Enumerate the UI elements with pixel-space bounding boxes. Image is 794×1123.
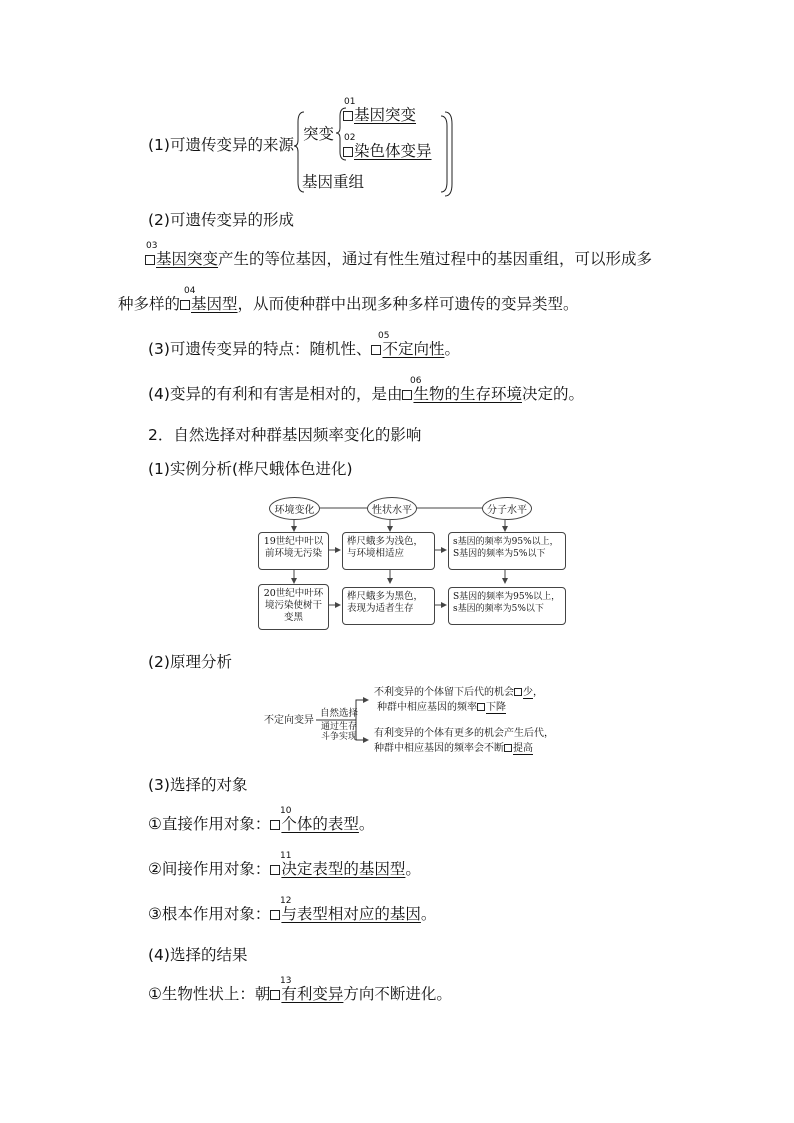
principle-top-line-1: 不利变异的个体留下后代的机会 少， (374, 687, 543, 698)
trait-row-2: 桦尺蛾多为黑色，表现为适者生存 (342, 587, 435, 625)
header-environment: 环境变化 (269, 497, 320, 520)
blank-number-10: 10 (280, 806, 292, 816)
formation-line-1: 基因突变产生的等位基因，通过有性生殖过程中的基因重组，可以形成多 (145, 249, 652, 269)
blank-number-12: 12 (280, 896, 292, 906)
blank-number-05: 05 (378, 331, 390, 341)
blank-box-icon (270, 910, 280, 920)
relative-line: (4)变异的有利和有害是相对的，是由 生物的生存环境决定的。 (148, 385, 584, 403)
blank-number-04: 04 (184, 286, 196, 296)
principle-bottom-line-1: 有利变异的个体有更多的机会产生后代， (374, 728, 554, 739)
blank-number-01: 01 (344, 97, 356, 107)
answer-01: 基因突变 (343, 105, 416, 125)
principle-bottom-line-2: 种群中相应基因的频率会不断 提高 (374, 743, 533, 754)
characteristics-line: (3)可遗传变异的特点：随机性、 不定向性。 (148, 340, 460, 358)
result-trait-line: ①生物性状上：朝 有利变异方向不断进化。 (148, 985, 452, 1003)
selection-result-label: (4)选择的结果 (148, 946, 248, 964)
blank-box-icon (270, 820, 280, 830)
section-2-title: 2．自然选择对种群基因频率变化的影响 (148, 426, 422, 444)
blank-box-icon (477, 703, 485, 711)
sources-label: (1)可遗传变异的来源 (148, 136, 294, 154)
molecular-row-2: S基因的频率为95%以上，s基因的频率为5%以下 (448, 587, 566, 625)
mutation-label: 突变 (303, 125, 335, 143)
molecular-row-1: s基因的频率为95%以上，S基因的频率为5%以下 (448, 532, 566, 570)
indirect-object-line: ②间接作用对象： 决定表型的基因型。 (148, 860, 421, 878)
trait-row-1: 桦尺蛾多为浅色，与环境相适应 (342, 532, 435, 570)
answer-02: 染色体变异 (343, 141, 432, 161)
blank-number-03: 03 (146, 241, 158, 251)
header-trait-level: 性状水平 (367, 497, 417, 520)
example-label: (1)实例分析(桦尺蛾体色进化) (148, 460, 353, 478)
fundamental-object-line: ③根本作用对象： 与表型相对应的基因。 (148, 905, 437, 923)
blank-number-02: 02 (344, 133, 356, 143)
principle-top-line-2: 种群中相应基因的频率 下降 (377, 702, 506, 713)
struggle-label-1: 通过生存 (321, 722, 358, 732)
formation-label: (2)可遗传变异的形成 (148, 211, 294, 229)
blank-box-icon (504, 744, 512, 752)
header-molecular-level: 分子水平 (482, 497, 532, 520)
blank-number-06: 06 (410, 376, 422, 386)
struggle-label-2: 斗争实现 (321, 732, 358, 742)
selection-object-label: (3)选择的对象 (148, 776, 248, 794)
env-row-1: 19世纪中叶以前环境无污染 (258, 532, 329, 570)
blank-box-icon (270, 865, 280, 875)
blank-number-13: 13 (280, 976, 292, 986)
blank-box-icon (270, 990, 280, 1000)
natural-selection-label: 自然选择 (320, 708, 359, 719)
recombination-label: 基因重组 (302, 173, 365, 191)
env-row-2: 20世纪中叶环境污染使树干变黑 (258, 584, 329, 630)
direct-object-line: ①直接作用对象： 个体的表型。 (148, 815, 375, 833)
blank-box-icon (514, 688, 522, 696)
formation-line-2: 种多样的 基因型，从而使种群中出现多种多样可遗传的变异类型。 (118, 295, 579, 313)
principle-label: (2)原理分析 (148, 653, 232, 671)
undirected-variation: 不定向变异 (264, 715, 314, 726)
blank-number-11: 11 (280, 851, 292, 861)
